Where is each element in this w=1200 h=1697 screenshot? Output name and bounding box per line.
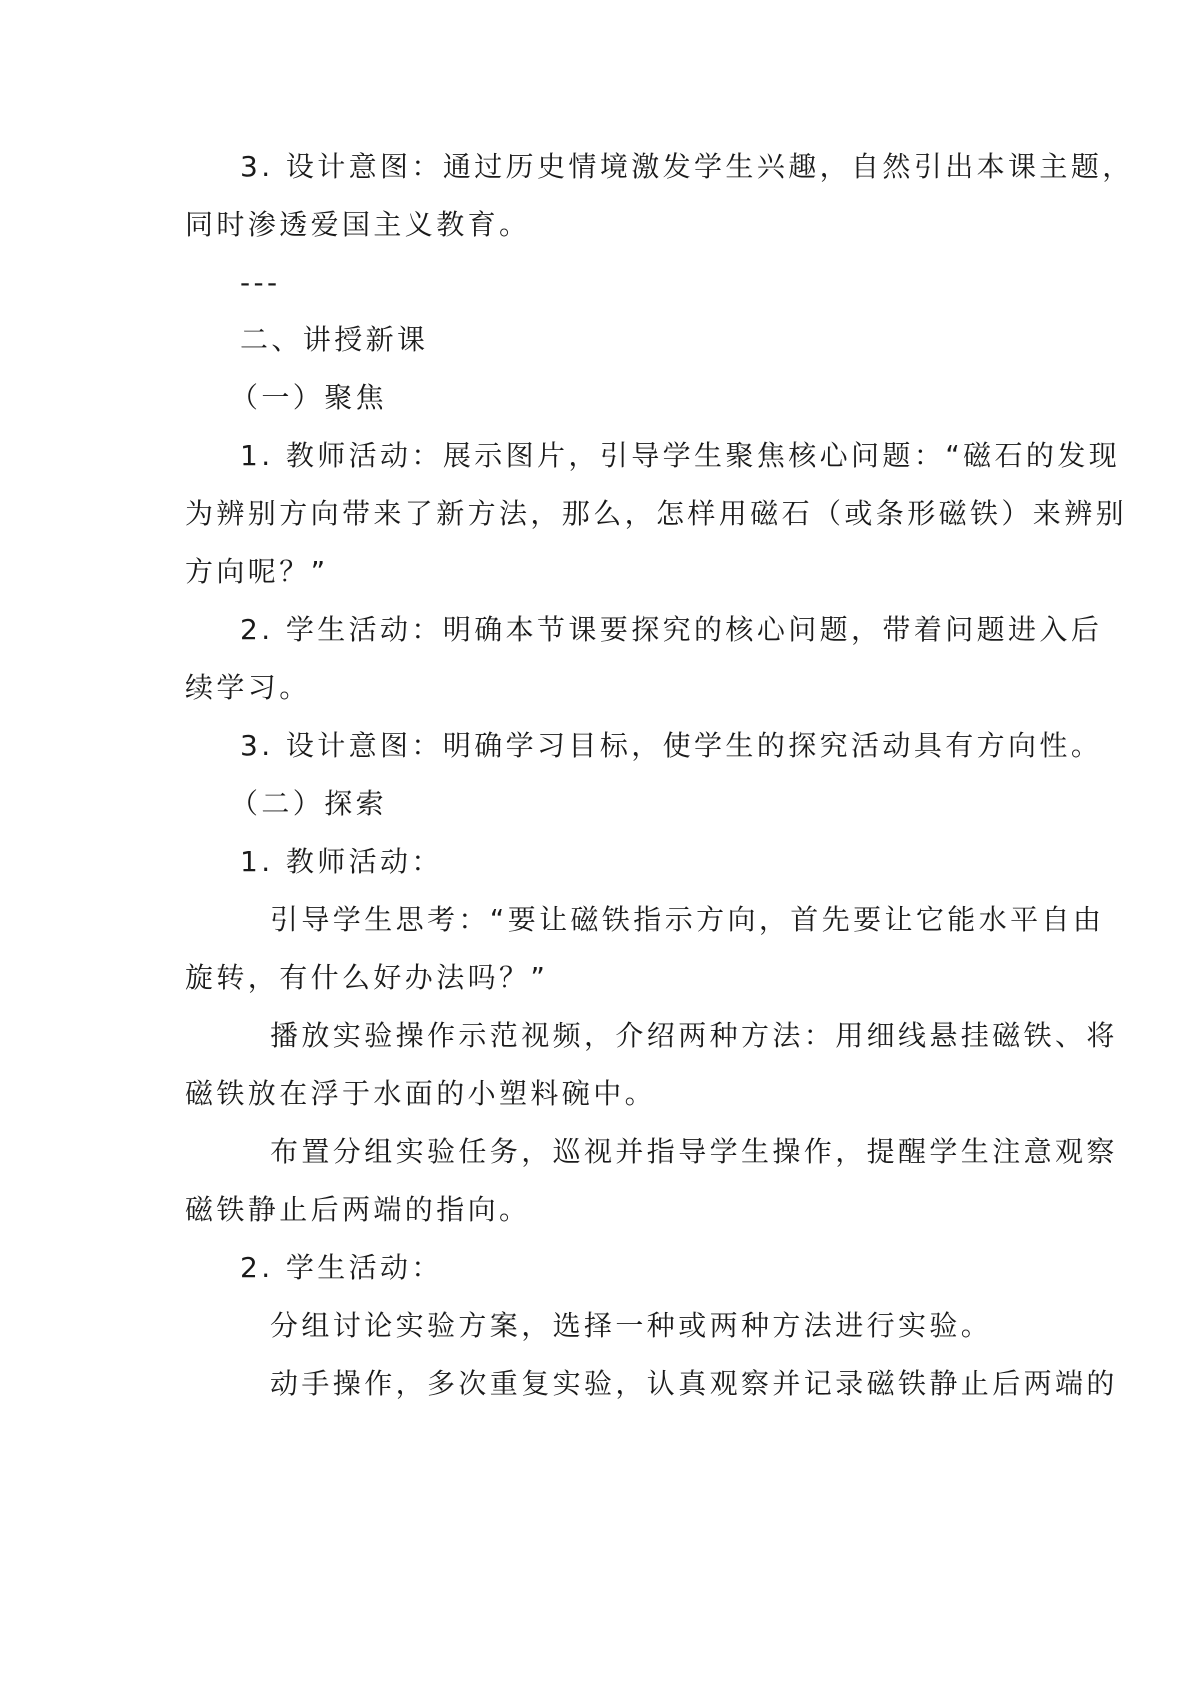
paragraph-line: 3. 设计意图：通过历史情境激发学生兴趣，自然引出本课主题，: [240, 150, 1134, 183]
subsection-heading: （二）探索: [230, 787, 388, 820]
paragraph-line: 续学习。: [185, 671, 311, 704]
paragraph-line: 旋转，有什么好办法吗？”: [185, 961, 549, 994]
paragraph-line: 3. 设计意图：明确学习目标，使学生的探究活动具有方向性。: [240, 729, 1103, 762]
paragraph-line: 1. 教师活动：展示图片，引导学生聚焦核心问题：“磁石的发现: [240, 439, 1121, 472]
paragraph-line: 播放实验操作示范视频，介绍两种方法：用细线悬挂磁铁、将: [270, 1019, 1118, 1052]
paragraph-line: 分组讨论实验方案，选择一种或两种方法进行实验。: [270, 1309, 993, 1342]
paragraph-line: 为辨别方向带来了新方法，那么，怎样用磁石（或条形磁铁）来辨别: [185, 497, 1128, 530]
paragraph-line: 1. 教师活动：: [240, 845, 443, 878]
paragraph-line: 布置分组实验任务，巡视并指导学生操作，提醒学生注意观察: [270, 1135, 1118, 1168]
horizontal-rule-marker: ---: [240, 266, 281, 299]
paragraph-line: 同时渗透爱国主义教育。: [185, 208, 531, 241]
paragraph-line: 方向呢？”: [185, 555, 329, 588]
paragraph-line: 2. 学生活动：明确本节课要探究的核心问题，带着问题进入后: [240, 613, 1103, 646]
paragraph-line: 2. 学生活动：: [240, 1251, 443, 1284]
paragraph-line: 动手操作，多次重复实验，认真观察并记录磁铁静止后两端的: [270, 1367, 1118, 1400]
section-heading: 二、讲授新课: [240, 323, 429, 356]
paragraph-line: 磁铁静止后两端的指向。: [185, 1193, 531, 1226]
paragraph-line: 引导学生思考：“要让磁铁指示方向，首先要让它能水平自由: [270, 903, 1105, 936]
paragraph-line: 磁铁放在浮于水面的小塑料碗中。: [185, 1077, 657, 1110]
subsection-heading: （一）聚焦: [230, 381, 388, 414]
